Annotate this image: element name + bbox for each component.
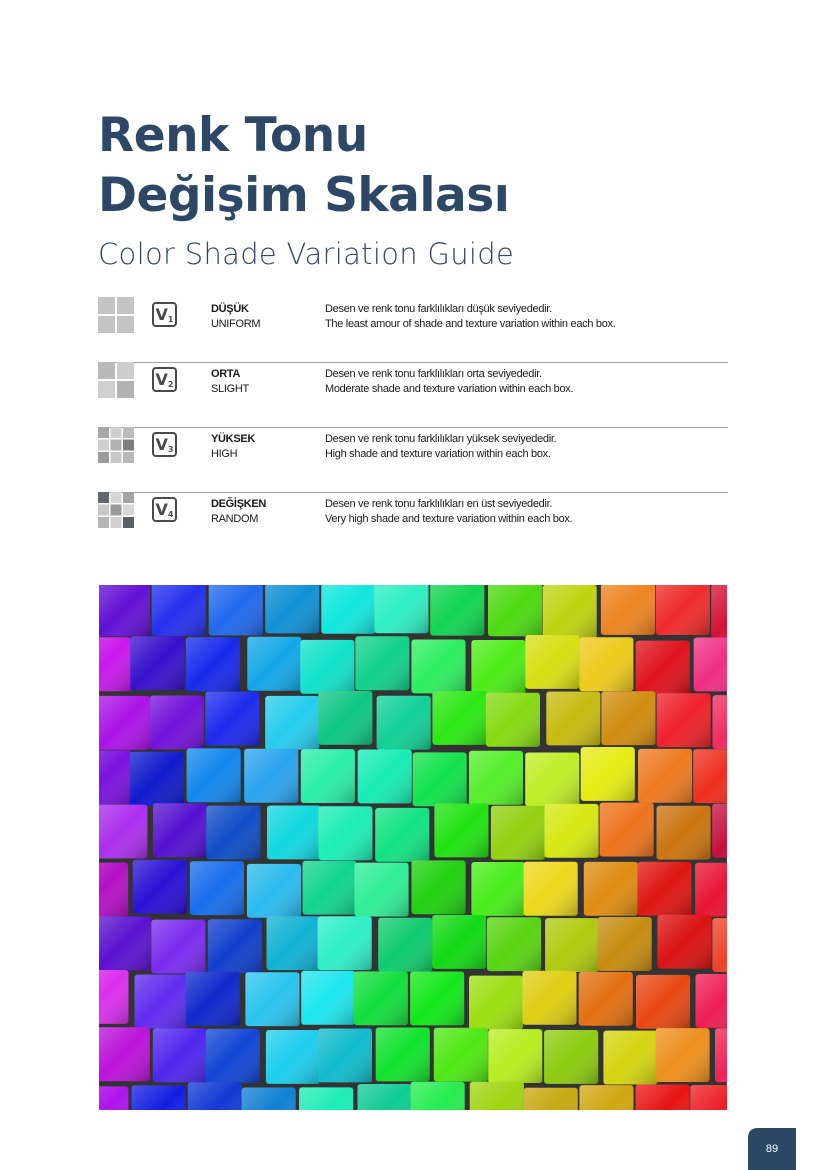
page-number-badge — [748, 1128, 796, 1170]
cube-tile — [267, 916, 321, 970]
cube-tile — [638, 749, 692, 803]
cube-tile — [301, 971, 355, 1025]
level-desc-en: High shade and texture variation within each box. — [325, 448, 551, 460]
cube-tile — [267, 806, 321, 860]
level-en-label: SLIGHT — [211, 383, 249, 395]
cube-tile — [299, 1087, 353, 1110]
cube-tile — [543, 585, 597, 639]
cube-tile — [99, 750, 132, 804]
level-desc-tr: Desen ve renk tonu farklılıkları yüksek seviyededir. — [325, 433, 557, 445]
cube-tile — [636, 975, 690, 1029]
variation-row-v4 — [98, 492, 728, 532]
cube-tile — [242, 1088, 296, 1111]
cube-tile — [471, 640, 525, 694]
cube-tile — [432, 915, 486, 969]
cube-tile — [603, 1031, 657, 1085]
level-desc-tr: Desen ve renk tonu farklılıkları düşük seviyededir. — [325, 303, 552, 315]
cube-tile — [374, 585, 428, 633]
cube-tile — [153, 803, 207, 857]
cube-tile — [657, 915, 711, 969]
cube-tile — [206, 1029, 260, 1083]
cube-tile — [656, 585, 710, 635]
cube-tile — [99, 1086, 129, 1110]
cube-tile — [151, 920, 205, 974]
cube-tile — [636, 1085, 690, 1111]
cube-tile — [584, 862, 638, 916]
cube-tile — [377, 696, 431, 750]
cube-tile — [247, 637, 301, 691]
level-tr-label: DÜŞÜK — [211, 303, 249, 315]
level-tr-label: YÜKSEK — [211, 433, 256, 445]
cube-tile — [579, 637, 633, 691]
cube-tile — [265, 696, 319, 750]
cube-tile — [318, 916, 372, 970]
cube-tile — [657, 806, 711, 860]
cube-tile — [413, 752, 467, 806]
cube-tile — [208, 919, 262, 973]
cube-tile — [690, 1085, 727, 1110]
cube-tile — [99, 1027, 150, 1081]
level-tr-label: ORTA — [211, 368, 241, 380]
cube-tile — [206, 806, 260, 860]
cube-tile — [696, 974, 728, 1028]
cube-tile — [318, 1029, 372, 1083]
variation-row-v2 — [98, 362, 728, 428]
cube-tile — [188, 1082, 242, 1110]
cube-tile — [411, 640, 465, 694]
cube-tile — [600, 803, 654, 857]
cube-tile — [99, 863, 128, 917]
level-tr-label: DEĞİŞKEN — [211, 498, 267, 510]
cube-tile — [318, 806, 372, 860]
cube-tile — [487, 917, 541, 971]
cube-tile — [99, 970, 129, 1024]
cube-tile — [358, 750, 412, 804]
level-desc-en: Moderate shade and texture variation within each box. — [325, 383, 574, 395]
page-title — [98, 106, 509, 226]
slight-swatch-icon — [98, 362, 134, 398]
cube-tile — [266, 1030, 320, 1084]
cube-tile — [693, 749, 727, 803]
cube-tile — [545, 804, 599, 858]
cube-tile — [601, 691, 655, 745]
cube-tile — [411, 1082, 465, 1110]
cube-tile — [488, 585, 542, 636]
cube-tile — [544, 1030, 598, 1084]
cube-tile — [491, 806, 545, 860]
cube-tile — [470, 1082, 524, 1110]
cube-tile — [469, 976, 523, 1030]
cube-tile — [712, 804, 727, 858]
page-number: 89 — [765, 1143, 779, 1155]
cube-tile — [247, 864, 301, 918]
cube-tile — [244, 749, 298, 803]
cube-tile — [636, 641, 690, 695]
cube-tile — [99, 585, 150, 636]
cube-tile — [712, 918, 727, 972]
cube-tile — [303, 861, 357, 915]
cube-tile — [713, 695, 728, 749]
level-desc-tr: Desen ve renk tonu farklılıkları en üst seviyededir. — [325, 498, 553, 510]
cube-tile — [130, 636, 184, 690]
cube-tile — [410, 972, 464, 1026]
cube-tile — [301, 749, 355, 803]
cube-tile — [601, 585, 655, 635]
cube-tile — [598, 917, 652, 971]
cube-tile — [434, 1028, 488, 1082]
cube-tile — [524, 1088, 578, 1110]
page-subtitle: Color Shade Variation Guide — [98, 237, 515, 271]
cube-tile — [546, 692, 600, 746]
cube-tile — [190, 861, 244, 915]
cube-tile — [525, 635, 579, 689]
cube-tile — [486, 693, 540, 747]
cube-tile — [694, 638, 727, 692]
cube-tile — [99, 916, 151, 970]
cube-tile — [245, 972, 299, 1026]
cube-tile — [545, 918, 599, 972]
level-desc-en: Very high shade and texture variation within each box. — [325, 513, 573, 525]
cube-tile — [186, 972, 240, 1026]
cube-tile — [99, 696, 150, 750]
cube-tile — [153, 1028, 207, 1082]
cube-tile — [132, 1085, 186, 1110]
level-desc-en: The least amour of shade and texture variation within each box. — [325, 318, 616, 330]
cube-grid-image — [99, 585, 727, 1110]
cube-tile — [186, 637, 240, 691]
cube-tile — [150, 696, 204, 750]
level-en-label: UNIFORM — [211, 318, 261, 330]
cube-tile — [300, 640, 354, 694]
random-swatch-icon — [98, 492, 134, 528]
high-swatch-icon — [98, 427, 134, 463]
title-line-1: Renk Tonu — [98, 108, 368, 163]
cube-tile — [358, 1084, 412, 1110]
cube-tile — [209, 585, 263, 635]
cube-tile — [525, 753, 579, 807]
variation-row-v3 — [98, 427, 728, 493]
cube-tile — [152, 585, 206, 636]
cube-tile — [318, 691, 372, 745]
cube-tile — [579, 972, 633, 1026]
cube-tile — [432, 691, 486, 745]
cube-tile — [434, 804, 488, 858]
cube-tile — [321, 585, 375, 634]
v4-badge-icon: $V_4$ — [152, 497, 177, 522]
cube-tile — [579, 1085, 633, 1110]
cube-tile — [412, 860, 466, 914]
cube-tile — [205, 692, 259, 746]
cube-tile — [135, 975, 189, 1029]
color-cubes-photo — [99, 585, 727, 1110]
cube-tile — [637, 862, 691, 916]
cube-tile — [187, 748, 241, 802]
cube-tile — [375, 808, 429, 862]
variation-row-v1 — [98, 297, 728, 363]
cube-tile — [715, 1028, 727, 1082]
cube-tile — [430, 585, 484, 636]
cube-tile — [355, 863, 409, 917]
cube-tile — [354, 971, 408, 1025]
v1-badge-icon: $V_1$ — [152, 302, 177, 327]
cube-tile — [711, 585, 727, 638]
level-en-label: RANDOM — [211, 513, 259, 525]
level-en-label: HIGH — [211, 448, 238, 460]
cube-tile — [265, 585, 319, 633]
cube-tile — [524, 862, 578, 916]
cube-tile — [488, 1029, 542, 1083]
uniform-swatch-icon — [98, 297, 134, 333]
cube-tile — [471, 862, 525, 916]
cube-tile — [469, 751, 523, 805]
cube-tile — [355, 636, 409, 690]
level-desc-tr: Desen ve renk tonu farklılıkları orta seviyededir. — [325, 368, 542, 380]
cube-tile — [99, 805, 147, 859]
v2-badge-icon: $V_2$ — [152, 367, 177, 392]
cube-tile — [695, 863, 727, 917]
cube-tile — [378, 918, 432, 972]
cube-tile — [656, 1028, 710, 1082]
cube-tile — [657, 693, 711, 747]
cube-tile — [133, 860, 187, 914]
cube-tile — [99, 637, 131, 691]
cube-tile — [522, 971, 576, 1025]
cube-tile — [376, 1028, 430, 1082]
cube-tile — [581, 747, 635, 801]
cube-tile — [130, 752, 184, 806]
v3-badge-icon: $V_3$ — [152, 432, 177, 457]
title-line-2: Değişim Skalası — [98, 168, 510, 223]
